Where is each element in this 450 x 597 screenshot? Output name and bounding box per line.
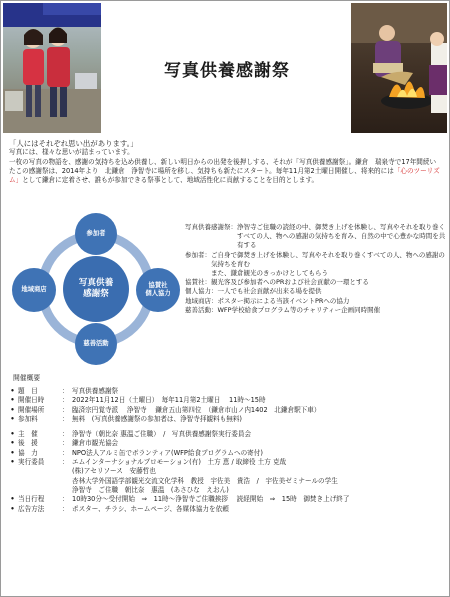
event-details xyxy=(7,387,447,514)
intro-body-b: として鎌倉に定着させ、誰もが参加できる祭事として、地域活性化に貢献することを目的とします。 xyxy=(22,176,319,185)
intro-highlight: 「心のツーリズム」 xyxy=(9,166,440,185)
detail-label: 実行委員 xyxy=(18,458,45,467)
detail-value: 浄智寺（朝比奈 惠温ご住職） / 写真供養感謝祭実行委員会 xyxy=(72,430,252,439)
purpose-row xyxy=(185,297,447,306)
detail-label: 協 力 xyxy=(18,448,38,457)
purpose-label: 慈善活動： xyxy=(185,305,218,314)
diagram-center: 写真供養 感謝祭 xyxy=(63,256,129,322)
detail-label: 当日行程 xyxy=(18,495,45,504)
purpose-label: 協賛社： xyxy=(185,278,211,287)
detail-label: 開催場所 xyxy=(18,405,45,414)
event-photo-left xyxy=(3,3,101,133)
detail-value: エムインターナショナルプロモーション(有) 土方 恵 / 取締役 土方 克哉 (株)アセリソース 安藤哲也 杏林大学外国語学部観光交流文化学科 教授 宇佐美 貴浩 / 宇佐美ゼミナールの学生 浄智寺 ご住職 朝比奈 惠温 (あさひな えおん) xyxy=(72,458,338,494)
diagram-node-sponsors: 協賛社 個人協力 xyxy=(136,268,180,312)
monk-fire-illustration xyxy=(351,3,447,133)
detail-row: • 題 目 ： 写真供養感謝祭 xyxy=(7,387,447,396)
purpose-list xyxy=(185,223,447,315)
detail-row: • 協 力 ： NPO法人アルミ缶でボランティア(WFP給食プログラムへの寄付) xyxy=(7,449,447,458)
outline-heading: 開催概要 xyxy=(13,374,41,382)
detail-value: 写真供養感謝祭 xyxy=(72,387,119,395)
people-illustration xyxy=(3,3,101,133)
purpose-label: 地域商店： xyxy=(185,296,218,305)
purpose-row xyxy=(185,306,447,315)
purpose-label: 個人協力： xyxy=(185,287,218,296)
relationship-diagram xyxy=(11,213,181,365)
detail-label: 参加料 xyxy=(18,414,38,423)
purpose-label: 写真供養感謝祭： xyxy=(185,223,237,231)
detail-value: 2022年11月12日（土曜日） 毎年11月第2土曜日 11時～15時 xyxy=(72,396,266,405)
detail-row: • 実行委員 ： エムインターナショナルプロモーション(有) 土方 恵 / 取締役 土方 克哉 (株)アセリソース 安藤哲也 杏林大学外国語学部観光交流文化学科 教授 宇佐美 貴浩 / 宇佐美ゼミナールの学生 浄智寺 ご住職 朝比奈 惠温 (あさひな えおん) xyxy=(7,458,447,495)
diagram-node-charity: 慈善活動 xyxy=(75,323,117,365)
detail-label: 題 目 xyxy=(18,387,38,395)
detail-row: • 後 援 ： 鎌倉市観光協会 xyxy=(7,439,447,448)
detail-value: 無料 (写真供養感謝祭の参加者は、浄智寺拝観料も無料) xyxy=(72,414,242,423)
detail-value: NPO法人アルミ缶でボランティア(WFP給食プログラムへの寄付) xyxy=(72,448,263,457)
purpose-text: ご自身で御焚き上げを体験し、写真やそれを取り巻くすべての人、物への感謝の気持ちを育む また、鎌倉観光のきっかけとしてもらう xyxy=(211,250,445,278)
detail-value: 10時30分～受付開始 ⇒ 11時～浄智寺ご住職挨拶 読経開始 ⇒ 15時 御焚き上げ終了 xyxy=(72,495,350,504)
diagram-node-participants: 参加者 xyxy=(75,213,117,255)
detail-row: • 主 催 ： 浄智寺（朝比奈 惠温ご住職） / 写真供養感謝祭実行委員会 xyxy=(7,430,447,439)
purpose-label: 参加者： xyxy=(185,250,211,259)
detail-row: • 開催場所 ： 臨済宗円覚寺派 浄智寺 鎌倉五山第四位 （鎌倉市山ノ内1402 北鎌倉駅下車） xyxy=(7,406,447,415)
page-title: 写真供養感謝祭 xyxy=(164,61,290,82)
intro-body xyxy=(9,158,441,186)
event-photo-right xyxy=(351,3,447,133)
detail-value: ポスター、チラシ、ホームページ、各媒体協力を依頼 xyxy=(72,504,229,513)
purpose-text: WFP学校給食プログラム等のチャリティー企画同時開催 xyxy=(217,305,381,314)
purpose-row xyxy=(185,287,447,296)
purpose-text: 観光客及び参加者へのPRおよび社会貢献の一環とする xyxy=(211,278,369,287)
intro-line: 写真には、様々な思いが詰まっています。 xyxy=(9,148,134,157)
intro-quote: 「人にはそれぞれ思い出があります。」 xyxy=(9,139,138,148)
detail-label: 主 催 xyxy=(18,430,38,439)
detail-label: 開催日時 xyxy=(18,396,45,405)
detail-row: • 参加料 ： 無料 (写真供養感謝祭の参加者は、浄智寺拝観料も無料) xyxy=(7,415,447,424)
purpose-row xyxy=(185,223,447,251)
detail-value: 鎌倉市観光協会 xyxy=(72,439,119,448)
diagram-node-local-shops: 地域商店 xyxy=(12,268,56,312)
intro-body-a: 一枚の写真の物語を、感謝の気持ちを込め供養し、新しい明日からの出発を後押しする、それが「写真供養感謝祭」。鎌倉 瑞泉寺で17年間続いたこの感謝祭は、2014年より 北鎌倉 浄智寺に場所を移し、気持ちも新たにスタート。毎年11月第2土曜日開催し、将来的には xyxy=(9,157,437,175)
detail-row: • 広告方法 ： ポスター、チラシ、ホームページ、各媒体協力を依頼 xyxy=(7,505,447,514)
detail-label: 後 援 xyxy=(18,439,38,448)
detail-label: 広告方法 xyxy=(18,504,45,513)
purpose-text: 一人でも社会貢献が出来る場を提供 xyxy=(217,287,322,296)
purpose-row xyxy=(185,251,447,279)
intro-section xyxy=(9,139,441,185)
purpose-text: ポスター掲示による当該イベントPRへの協力 xyxy=(217,296,350,305)
detail-row: • 当日行程 ： 10時30分～受付開始 ⇒ 11時～浄智寺ご住職挨拶 読経開始 ⇒ 15時 御焚き上げ終了 xyxy=(7,495,447,504)
purpose-text: 浄智寺ご住職の読経の中、御焚き上げを体験し、写真やそれを取り巻くすべての人、物への感謝の気持ちを育み、自然の中で心豊かな時間を共有する xyxy=(237,223,446,250)
detail-row: • 開催日時 ： 2022年11月12日（土曜日） 毎年11月第2土曜日 11時～15時 xyxy=(7,396,447,405)
detail-value: 臨済宗円覚寺派 浄智寺 鎌倉五山第四位 （鎌倉市山ノ内1402 北鎌倉駅下車） xyxy=(72,405,321,414)
